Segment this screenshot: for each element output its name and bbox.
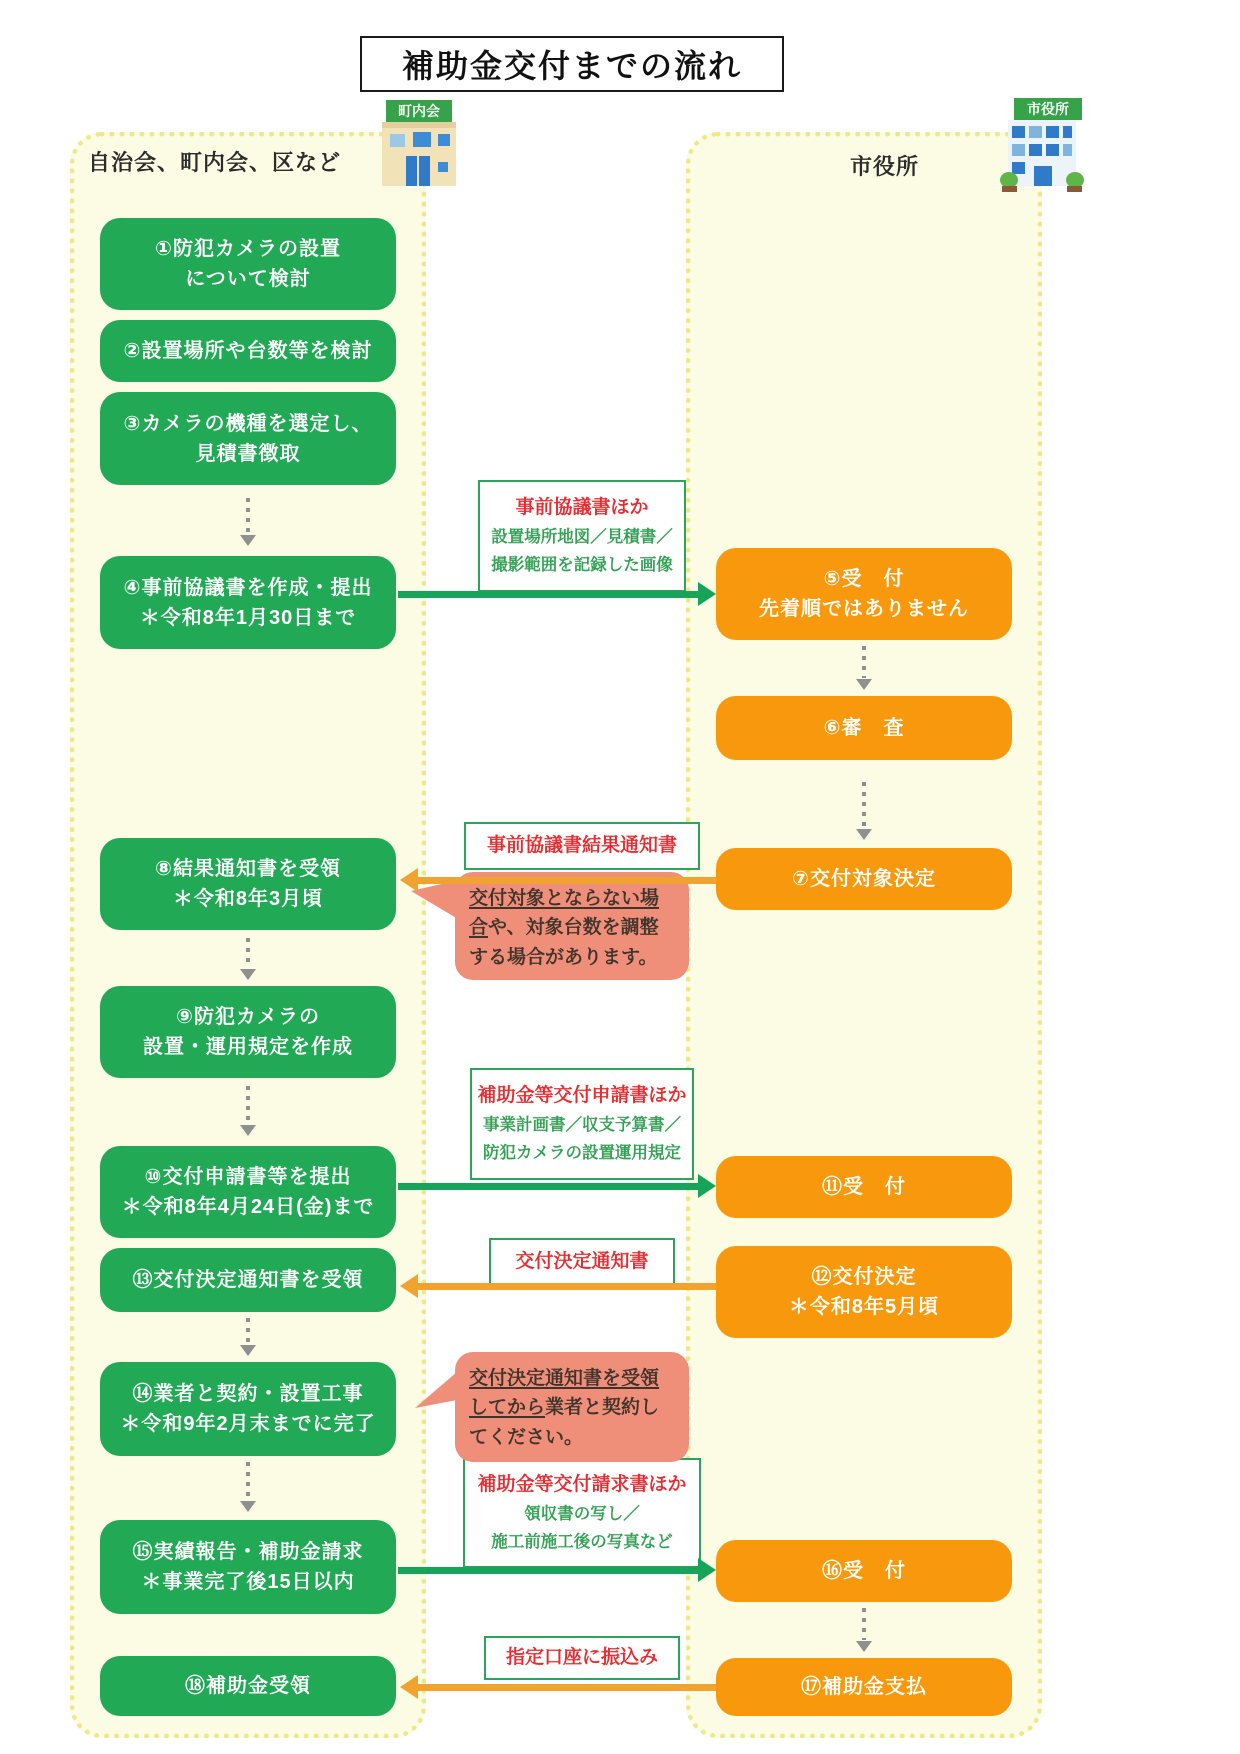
arrow-payment — [400, 1675, 716, 1699]
step-text: ⑥審 査 — [823, 717, 905, 739]
arrow-submit-claim — [398, 1558, 716, 1582]
arrow-decision-notice — [400, 1274, 716, 1298]
step-text: ①防犯カメラの設置 — [155, 238, 341, 260]
step-text: ⑩交付申請書等を提出 — [144, 1166, 352, 1188]
arrow-shaft — [398, 1567, 700, 1574]
arrowhead-icon — [240, 535, 256, 546]
arrowhead-left-icon — [400, 868, 418, 892]
dotted-arrow-14-15 — [240, 1462, 256, 1512]
dotted-arrow-8-9 — [240, 938, 256, 980]
doc-label-pre-consultation — [478, 480, 686, 592]
step-box-14 — [100, 1362, 396, 1456]
right-panel — [686, 132, 1042, 1738]
step-box-8 — [100, 838, 396, 930]
doc-label-line: 撮影範囲を記録した画像 — [491, 555, 673, 574]
step-text: ＊令和8年4月24日(金)まで — [121, 1196, 375, 1218]
step-text: ＊令和8年3月頃 — [172, 888, 324, 910]
dotted-line — [862, 646, 866, 678]
arrow-result-notice — [400, 868, 716, 892]
step-text: について検討 — [185, 268, 311, 290]
step-box-10 — [100, 1146, 396, 1238]
step-text: ⑧結果通知書を受領 — [155, 858, 341, 880]
doc-label-line: 防犯カメラの設置運用規定 — [483, 1143, 681, 1162]
dotted-arrow-16-17 — [856, 1608, 872, 1652]
step-text: ⑮実績報告・補助金請求 — [132, 1541, 364, 1563]
step-box-4 — [100, 556, 396, 649]
step-text: ⑫交付決定 — [811, 1266, 917, 1288]
arrowhead-right-icon — [698, 1558, 716, 1582]
arrow-submit-preconsult — [398, 582, 716, 606]
townhall-icon — [380, 100, 458, 186]
arrowhead-icon — [856, 829, 872, 840]
step-text: ②設置場所や台数等を検討 — [123, 340, 373, 362]
dotted-line — [862, 1608, 866, 1640]
arrowhead-left-icon — [400, 1274, 418, 1298]
dotted-line — [246, 1318, 250, 1344]
dotted-line — [862, 782, 866, 828]
step-box-7 — [716, 848, 1012, 910]
dotted-arrow-6-7 — [856, 782, 872, 840]
bubble-text: 交付決定通知書を受領 — [469, 1368, 660, 1389]
dotted-arrow-13-14 — [240, 1318, 256, 1356]
dotted-line — [246, 938, 250, 968]
arrowhead-right-icon — [698, 582, 716, 606]
arrow-submit-application — [398, 1174, 716, 1198]
arrowhead-right-icon — [698, 1174, 716, 1198]
step-text: 見積書徴取 — [195, 442, 301, 465]
step-text: ⑨防犯カメラの — [176, 1006, 320, 1028]
arrow-shaft — [416, 1283, 716, 1290]
dotted-arrow-9-10 — [240, 1086, 256, 1136]
step-text: ⑤受 付 — [823, 568, 905, 590]
doc-label-result-notice — [464, 822, 700, 870]
doc-label-line: 事業計画書／収支予算書／ — [483, 1115, 681, 1134]
step-box-18 — [100, 1656, 396, 1716]
step-box-13 — [100, 1248, 396, 1312]
step-text: ＊令和8年1月30日まで — [139, 606, 357, 629]
bubble-text: する場合があります。 — [469, 946, 658, 968]
doc-label-title: 補助金等交付申請書ほか — [477, 1085, 687, 1107]
page-title-text: 補助金交付までの流れ — [401, 48, 742, 84]
doc-label-line: 領収書の写し／ — [524, 1504, 640, 1523]
step-box-17 — [716, 1658, 1012, 1716]
doc-label-bank-transfer — [484, 1636, 680, 1680]
doc-label-title: 事前協議書結果通知書 — [486, 835, 677, 857]
step-text: 先着順ではありません — [759, 598, 969, 620]
step-text: ⑬交付決定通知書を受領 — [132, 1269, 364, 1291]
step-text: ④事前協議書を作成・提出 — [123, 576, 373, 599]
townhall-sign-text: 町内会 — [398, 103, 440, 119]
bubble-text: 合や、対象台数を調整 — [469, 917, 659, 939]
left-panel-header: 自治会、町内会、区など — [88, 150, 342, 175]
doc-label-title: 指定口座に振込み — [505, 1647, 658, 1669]
step-box-6 — [716, 696, 1012, 760]
page-title — [360, 36, 784, 92]
step-box-12 — [716, 1246, 1012, 1338]
step-box-15 — [100, 1520, 396, 1614]
step-text: ⑭業者と契約・設置工事 — [132, 1383, 364, 1405]
arrowhead-icon — [856, 679, 872, 690]
dotted-arrow-5-6 — [856, 646, 872, 690]
step-text: ⑯受 付 — [822, 1560, 906, 1582]
step-box-2 — [100, 320, 396, 382]
arrow-shaft — [398, 591, 700, 598]
step-text: 設置・運用規定を作成 — [143, 1036, 353, 1058]
arrow-shaft — [416, 1684, 716, 1691]
bubble-text: してから業者と契約し — [469, 1397, 660, 1419]
step-text: ⑦交付対象決定 — [792, 868, 936, 890]
doc-label-line: 施工前施工後の写真など — [491, 1532, 673, 1551]
step-box-11 — [716, 1156, 1012, 1218]
dotted-arrow-3-4 — [240, 498, 256, 546]
arrowhead-icon — [240, 1501, 256, 1512]
doc-label-title: 交付決定通知書 — [515, 1251, 649, 1273]
step-text: ＊令和9年2月末までに完了 — [120, 1413, 376, 1435]
step-text: ③カメラの機種を選定し、 — [123, 412, 373, 435]
arrowhead-icon — [856, 1641, 872, 1652]
cityhall-icon — [1000, 98, 1084, 192]
step-box-5 — [716, 548, 1012, 640]
step-box-16 — [716, 1540, 1012, 1602]
step-text: ＊事業完了後15日以内 — [141, 1571, 355, 1593]
step-text: ⑪受 付 — [822, 1176, 906, 1198]
doc-label-line: 設置場所地図／見積書／ — [491, 527, 673, 546]
doc-label-grant-application — [470, 1068, 694, 1180]
arrowhead-icon — [240, 1125, 256, 1136]
step-box-1 — [100, 218, 396, 310]
right-panel-header: 市役所 — [850, 154, 920, 179]
speech-bubble-contract-note — [455, 1352, 689, 1462]
dotted-line — [246, 498, 250, 534]
step-text: ⑱補助金受領 — [185, 1675, 311, 1697]
bubble-text: 交付対象とならない場 — [469, 888, 660, 909]
step-box-3 — [100, 392, 396, 485]
bubble-text: てください。 — [469, 1426, 584, 1448]
arrowhead-left-icon — [400, 1675, 418, 1699]
arrowhead-icon — [240, 1345, 256, 1356]
doc-label-title: 補助金等交付請求書ほか — [477, 1474, 687, 1496]
step-box-9 — [100, 986, 396, 1078]
arrow-shaft — [416, 877, 716, 884]
dotted-line — [246, 1086, 250, 1124]
step-text: ⑰補助金支払 — [801, 1676, 927, 1698]
arrowhead-icon — [240, 969, 256, 980]
doc-label-claim — [463, 1458, 701, 1568]
dotted-line — [246, 1462, 250, 1500]
arrow-shaft — [398, 1183, 700, 1190]
cityhall-sign-text: 市役所 — [1027, 101, 1069, 117]
doc-label-title: 事前協議書ほか — [515, 497, 649, 519]
step-text: ＊令和8年5月頃 — [788, 1296, 940, 1318]
